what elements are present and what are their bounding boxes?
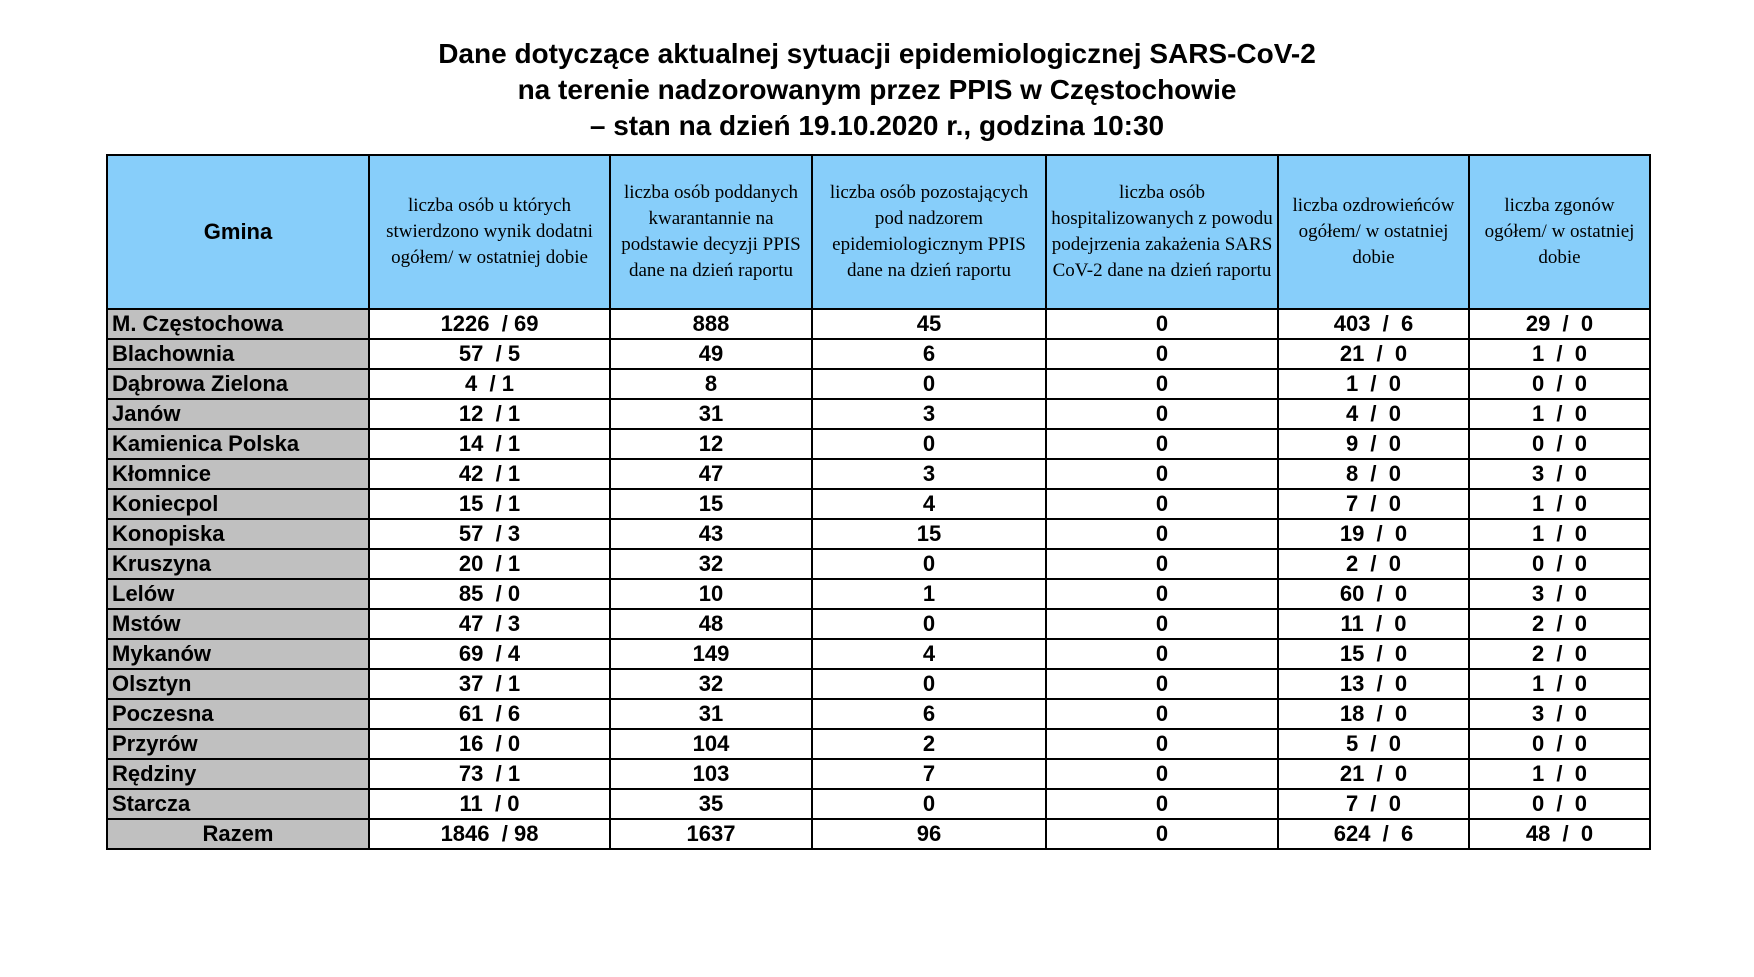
gmina-cell: Olsztyn (107, 669, 369, 699)
recovered-cell: 11 / 0 (1278, 609, 1469, 639)
positive-cases-cell: 1226 / 69 (369, 309, 610, 339)
recovered-cell: 18 / 0 (1278, 699, 1469, 729)
table-row (107, 639, 1650, 669)
hospitalized-cell: 0 (1046, 339, 1278, 369)
recovered-cell: 21 / 0 (1278, 759, 1469, 789)
gmina-cell: Blachownia (107, 339, 369, 369)
table-row (107, 759, 1650, 789)
quarantine-cell: 35 (610, 789, 812, 819)
recovered-cell: 8 / 0 (1278, 459, 1469, 489)
surveillance-cell: 45 (812, 309, 1046, 339)
gmina-cell: Konopiska (107, 519, 369, 549)
hospitalized-cell: 0 (1046, 519, 1278, 549)
quarantine-cell: 104 (610, 729, 812, 759)
gmina-cell: Poczesna (107, 699, 369, 729)
title-line-2: na terenie nadzorowanym przez PPIS w Częstochowie (517, 74, 1237, 105)
quarantine-cell: 149 (610, 639, 812, 669)
header-hospitalized: liczba osób hospitalizowanych z powodu podejrzenia zakażenia SARS CoV-2 dane na dzień raportu (1046, 155, 1278, 309)
table-row (107, 339, 1650, 369)
gmina-cell: Koniecpol (107, 489, 369, 519)
gmina-cell: Rędziny (107, 759, 369, 789)
table-total-row (107, 819, 1650, 849)
hospitalized-cell: 0 (1046, 669, 1278, 699)
positive-cases-cell: 73 / 1 (369, 759, 610, 789)
table-row (107, 729, 1650, 759)
quarantine-cell: 43 (610, 519, 812, 549)
table-row (107, 369, 1650, 399)
surveillance-cell: 2 (812, 729, 1046, 759)
recovered-cell: 15 / 0 (1278, 639, 1469, 669)
recovered-cell: 60 / 0 (1278, 579, 1469, 609)
recovered-cell: 21 / 0 (1278, 339, 1469, 369)
recovered-cell: 13 / 0 (1278, 669, 1469, 699)
surveillance-cell: 4 (812, 639, 1046, 669)
quarantine-cell: 31 (610, 699, 812, 729)
positive-cases-cell: 57 / 3 (369, 519, 610, 549)
positive-cases-cell: 42 / 1 (369, 459, 610, 489)
title-line-3: – stan na dzień 19.10.2020 r., godzina 10:30 (589, 110, 1165, 141)
gmina-cell: Lelów (107, 579, 369, 609)
surveillance-cell: 3 (812, 459, 1046, 489)
deaths-cell: 0 / 0 (1469, 789, 1650, 819)
deaths-cell: 48 / 0 (1469, 819, 1650, 849)
epidemic-data-table (106, 154, 1651, 850)
table-row (107, 579, 1650, 609)
positive-cases-cell: 47 / 3 (369, 609, 610, 639)
gmina-cell: Kruszyna (107, 549, 369, 579)
surveillance-cell: 7 (812, 759, 1046, 789)
header-positive-cases: liczba osób u których stwierdzono wynik dodatni ogółem/ w ostatniej dobie (369, 155, 610, 309)
table-row (107, 309, 1650, 339)
table-body (107, 309, 1650, 849)
title-line-1: Dane dotyczące aktualnej sytuacji epidemiologicznej SARS-CoV-2 (438, 38, 1316, 69)
quarantine-cell: 103 (610, 759, 812, 789)
table-row (107, 669, 1650, 699)
quarantine-cell: 31 (610, 399, 812, 429)
deaths-cell: 3 / 0 (1469, 459, 1650, 489)
surveillance-cell: 0 (812, 669, 1046, 699)
deaths-cell: 1 / 0 (1469, 669, 1650, 699)
surveillance-cell: 0 (812, 609, 1046, 639)
deaths-cell: 0 / 0 (1469, 429, 1650, 459)
surveillance-cell: 0 (812, 789, 1046, 819)
quarantine-cell: 47 (610, 459, 812, 489)
hospitalized-cell: 0 (1046, 549, 1278, 579)
surveillance-cell: 15 (812, 519, 1046, 549)
hospitalized-cell: 0 (1046, 729, 1278, 759)
hospitalized-cell: 0 (1046, 789, 1278, 819)
positive-cases-cell: 16 / 0 (369, 729, 610, 759)
recovered-cell: 2 / 0 (1278, 549, 1469, 579)
deaths-cell: 1 / 0 (1469, 399, 1650, 429)
positive-cases-cell: 85 / 0 (369, 579, 610, 609)
gmina-cell: Starcza (107, 789, 369, 819)
gmina-cell: Mstów (107, 609, 369, 639)
hospitalized-cell: 0 (1046, 489, 1278, 519)
recovered-cell: 9 / 0 (1278, 429, 1469, 459)
table-row (107, 459, 1650, 489)
positive-cases-cell: 57 / 5 (369, 339, 610, 369)
table-row (107, 399, 1650, 429)
surveillance-cell: 6 (812, 699, 1046, 729)
hospitalized-cell: 0 (1046, 429, 1278, 459)
hospitalized-cell: 0 (1046, 819, 1278, 849)
gmina-cell: Kamienica Polska (107, 429, 369, 459)
recovered-cell: 19 / 0 (1278, 519, 1469, 549)
deaths-cell: 0 / 0 (1469, 729, 1650, 759)
recovered-cell: 4 / 0 (1278, 399, 1469, 429)
table-row (107, 429, 1650, 459)
deaths-cell: 2 / 0 (1469, 639, 1650, 669)
deaths-cell: 1 / 0 (1469, 519, 1650, 549)
positive-cases-cell: 15 / 1 (369, 489, 610, 519)
table-row (107, 789, 1650, 819)
gmina-cell: Mykanów (107, 639, 369, 669)
hospitalized-cell: 0 (1046, 399, 1278, 429)
quarantine-cell: 12 (610, 429, 812, 459)
recovered-cell: 1 / 0 (1278, 369, 1469, 399)
gmina-cell: Janów (107, 399, 369, 429)
surveillance-cell: 1 (812, 579, 1046, 609)
header-surveillance: liczba osób pozostających pod nadzorem epidemiologicznym PPIS dane na dzień raportu (812, 155, 1046, 309)
positive-cases-cell: 69 / 4 (369, 639, 610, 669)
positive-cases-cell: 11 / 0 (369, 789, 610, 819)
recovered-cell: 7 / 0 (1278, 489, 1469, 519)
quarantine-cell: 10 (610, 579, 812, 609)
header-recovered: liczba ozdrowieńców ogółem/ w ostatniej dobie (1278, 155, 1469, 309)
hospitalized-cell: 0 (1046, 639, 1278, 669)
table-row (107, 489, 1650, 519)
positive-cases-cell: 20 / 1 (369, 549, 610, 579)
positive-cases-cell: 4 / 1 (369, 369, 610, 399)
positive-cases-cell: 12 / 1 (369, 399, 610, 429)
hospitalized-cell: 0 (1046, 759, 1278, 789)
surveillance-cell: 3 (812, 399, 1046, 429)
report-title (0, 36, 1754, 144)
surveillance-cell: 0 (812, 549, 1046, 579)
quarantine-cell: 48 (610, 609, 812, 639)
surveillance-cell: 0 (812, 369, 1046, 399)
header-quarantine: liczba osób poddanych kwarantannie na podstawie decyzji PPIS dane na dzień raportu (610, 155, 812, 309)
quarantine-cell: 49 (610, 339, 812, 369)
quarantine-cell: 888 (610, 309, 812, 339)
quarantine-cell: 15 (610, 489, 812, 519)
hospitalized-cell: 0 (1046, 699, 1278, 729)
hospitalized-cell: 0 (1046, 369, 1278, 399)
positive-cases-cell: 37 / 1 (369, 669, 610, 699)
surveillance-cell: 6 (812, 339, 1046, 369)
deaths-cell: 1 / 0 (1469, 759, 1650, 789)
hospitalized-cell: 0 (1046, 309, 1278, 339)
deaths-cell: 0 / 0 (1469, 369, 1650, 399)
deaths-cell: 29 / 0 (1469, 309, 1650, 339)
gmina-cell: Razem (107, 819, 369, 849)
surveillance-cell: 96 (812, 819, 1046, 849)
gmina-cell: Dąbrowa Zielona (107, 369, 369, 399)
surveillance-cell: 4 (812, 489, 1046, 519)
table-row (107, 519, 1650, 549)
quarantine-cell: 8 (610, 369, 812, 399)
gmina-cell: Kłomnice (107, 459, 369, 489)
quarantine-cell: 1637 (610, 819, 812, 849)
header-gmina: Gmina (107, 155, 369, 309)
quarantine-cell: 32 (610, 549, 812, 579)
gmina-cell: M. Częstochowa (107, 309, 369, 339)
deaths-cell: 3 / 0 (1469, 699, 1650, 729)
surveillance-cell: 0 (812, 429, 1046, 459)
header-deaths: liczba zgonów ogółem/ w ostatniej dobie (1469, 155, 1650, 309)
positive-cases-cell: 61 / 6 (369, 699, 610, 729)
gmina-cell: Przyrów (107, 729, 369, 759)
deaths-cell: 3 / 0 (1469, 579, 1650, 609)
table-row (107, 699, 1650, 729)
hospitalized-cell: 0 (1046, 579, 1278, 609)
recovered-cell: 7 / 0 (1278, 789, 1469, 819)
table-header-row (107, 155, 1650, 309)
hospitalized-cell: 0 (1046, 459, 1278, 489)
deaths-cell: 1 / 0 (1469, 489, 1650, 519)
recovered-cell: 403 / 6 (1278, 309, 1469, 339)
quarantine-cell: 32 (610, 669, 812, 699)
table-row (107, 549, 1650, 579)
positive-cases-cell: 14 / 1 (369, 429, 610, 459)
hospitalized-cell: 0 (1046, 609, 1278, 639)
recovered-cell: 624 / 6 (1278, 819, 1469, 849)
deaths-cell: 2 / 0 (1469, 609, 1650, 639)
positive-cases-cell: 1846 / 98 (369, 819, 610, 849)
recovered-cell: 5 / 0 (1278, 729, 1469, 759)
deaths-cell: 0 / 0 (1469, 549, 1650, 579)
deaths-cell: 1 / 0 (1469, 339, 1650, 369)
table-row (107, 609, 1650, 639)
